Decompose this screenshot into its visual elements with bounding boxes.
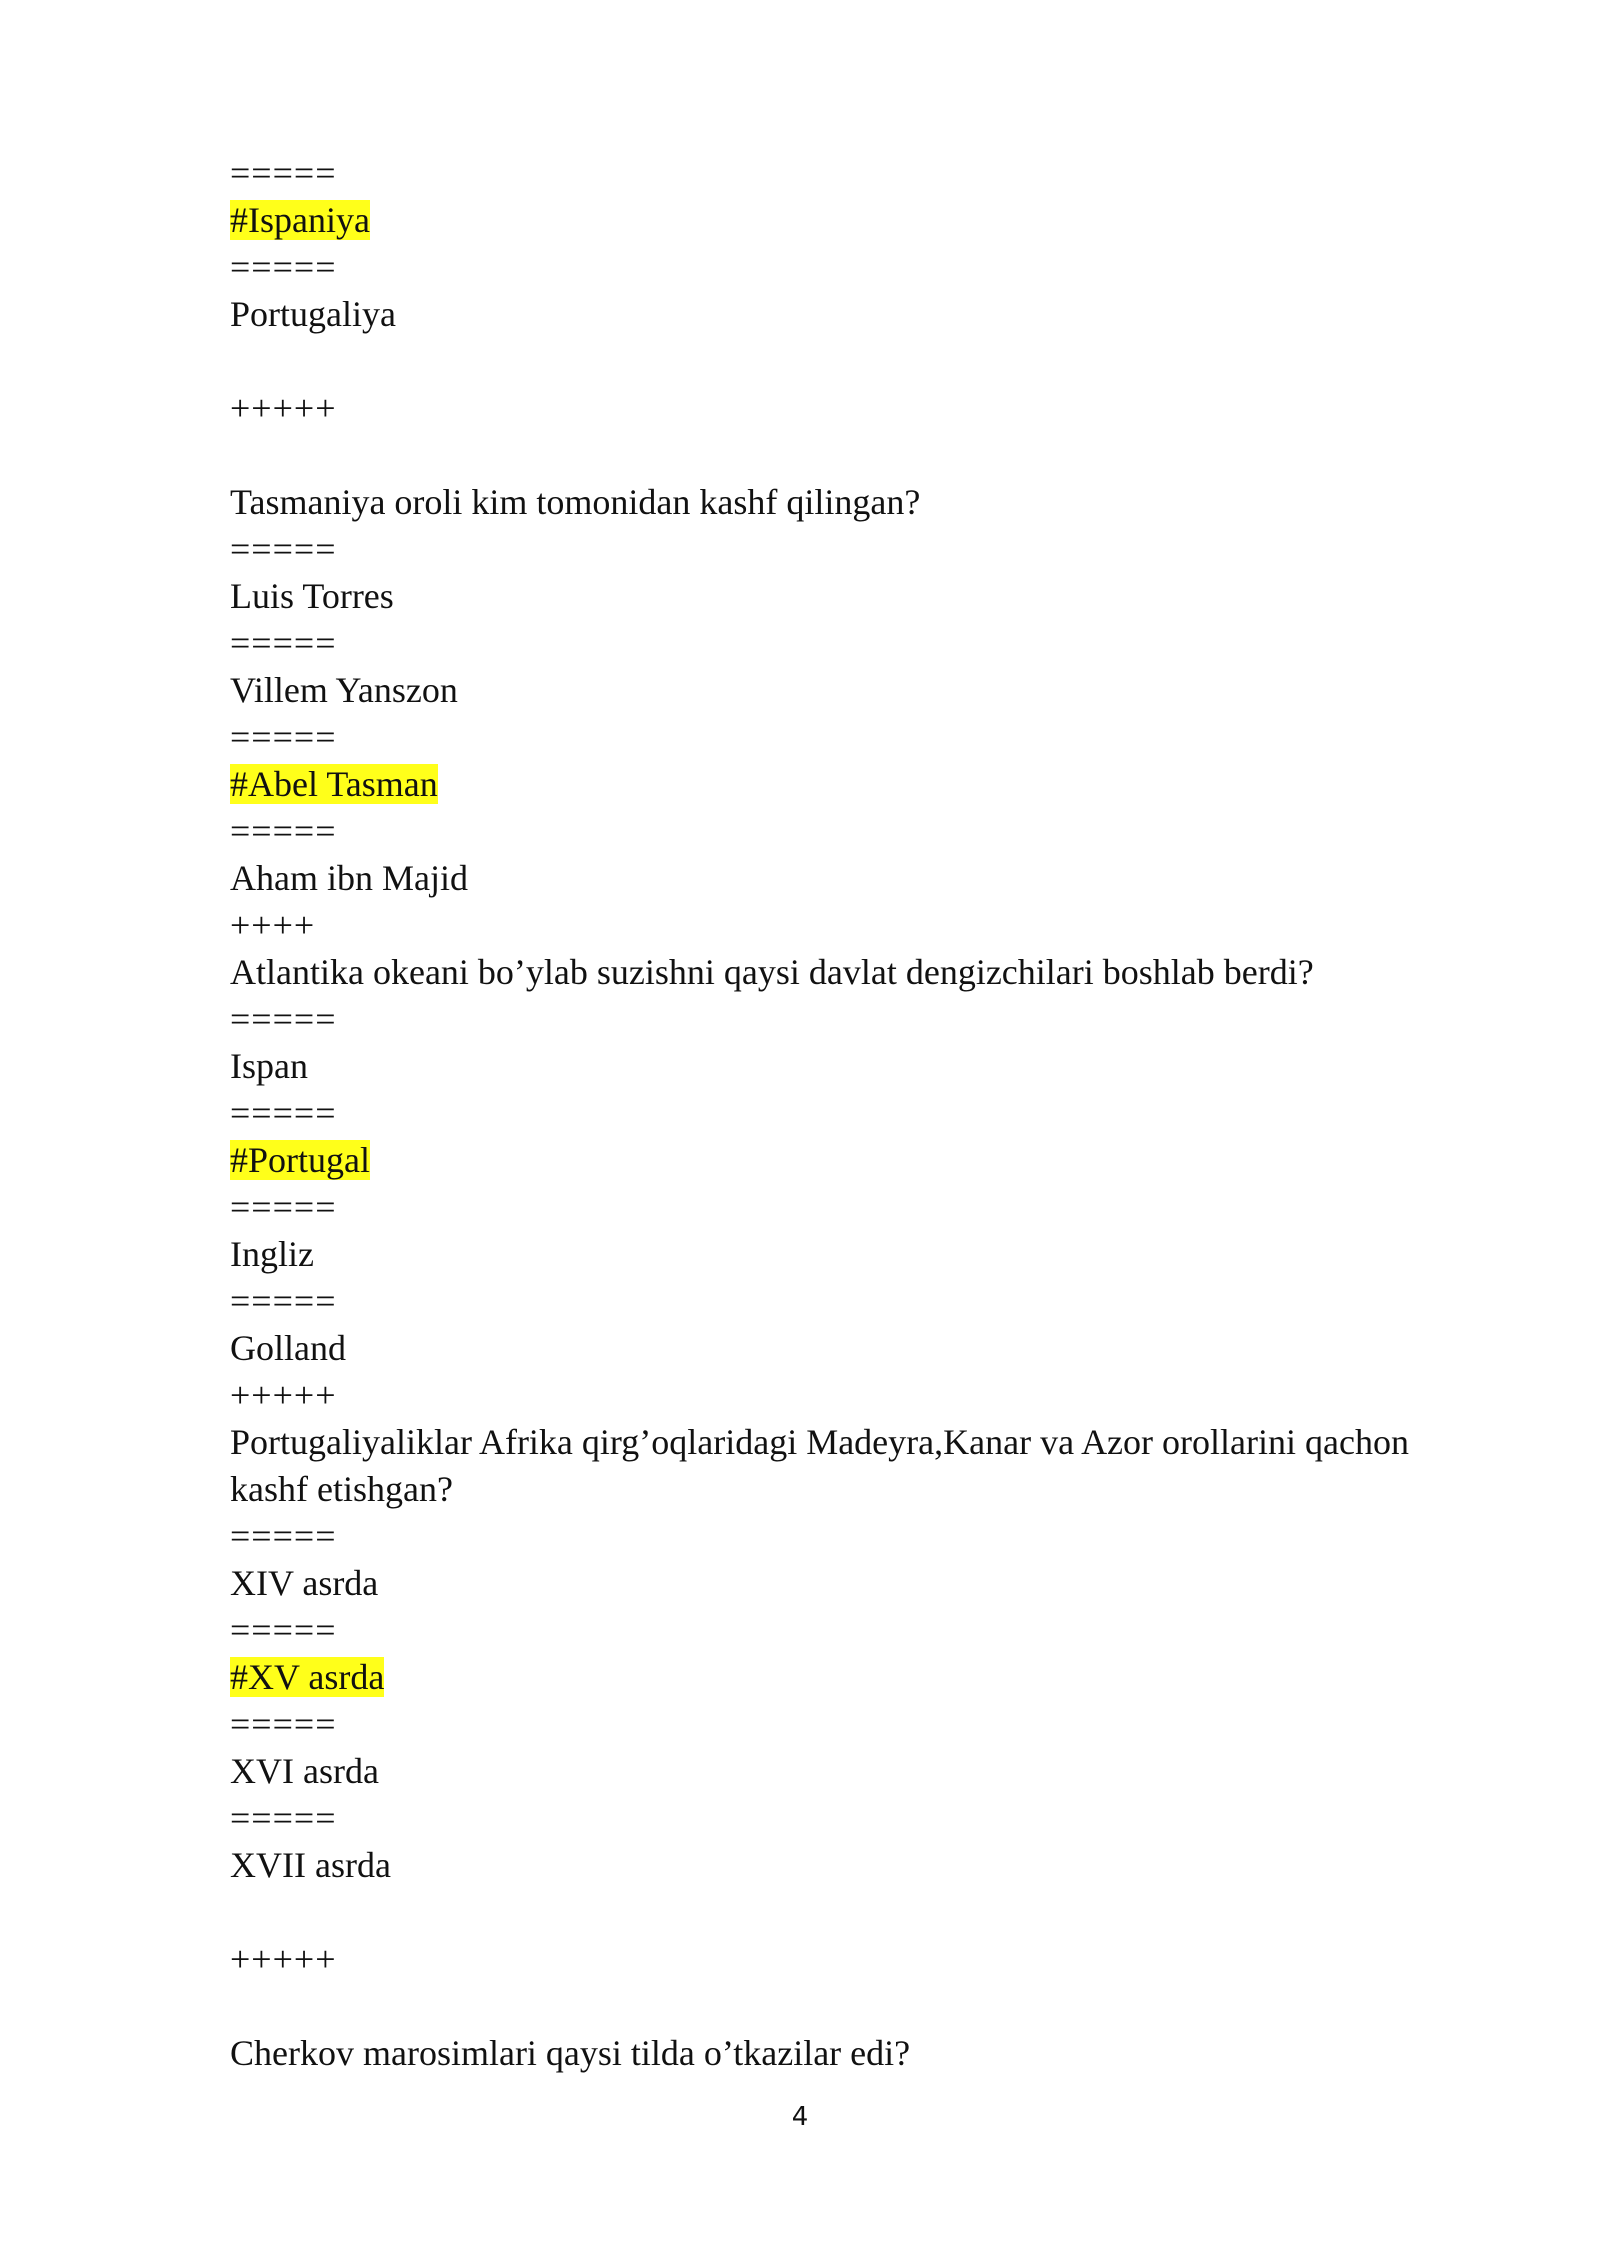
question-line [230,949,1480,996]
answer-separator [230,244,1480,291]
question-separator [230,1936,1480,1983]
answer-option-line [230,1325,1480,1372]
highlighted-answer-text: #Portugal [230,1140,370,1180]
line-text: XVII asrda [230,1845,391,1885]
line-text: Portugaliya [230,294,396,334]
line-text: Cherkov marosimlari qaysi tilda o’tkazilar edi? [230,2033,911,2073]
document-body [230,150,1480,2077]
line-text: ===== [230,1093,337,1133]
line-text: Ispan [230,1046,308,1086]
correct-answer-line [230,197,1480,244]
answer-separator [230,1184,1480,1231]
line-text: ===== [230,529,337,569]
line-text: ===== [230,623,337,663]
answer-separator [230,808,1480,855]
answer-option-line [230,573,1480,620]
line-text: Aham ibn Majid [230,858,468,898]
line-text: Atlantika okeani bo’ylab suzishni qaysi davlat dengizchilari boshlab berdi? [230,952,1314,992]
blank-line [230,338,1480,385]
answer-separator [230,620,1480,667]
answer-separator [230,526,1480,573]
answer-separator [230,996,1480,1043]
answer-separator [230,1278,1480,1325]
answer-separator [230,1701,1480,1748]
blank-line [230,1889,1480,1936]
line-text: Portugaliyaliklar Afrika qirg’oqlaridagi Madeyra,Kanar va Azor orollarini qachon kashf etishgan? [230,1422,1418,1509]
answer-option-line [230,1560,1480,1607]
answer-separator [230,150,1480,197]
line-text: +++++ [230,1939,337,1979]
line-text: ===== [230,1516,337,1556]
question-line [230,479,1480,526]
line-text: +++++ [230,388,337,428]
line-text: ===== [230,999,337,1039]
answer-option-line [230,1748,1480,1795]
answer-option-line [230,1842,1480,1889]
blank-line [230,1983,1480,2030]
answer-option-line [230,1043,1480,1090]
line-text: Tasmaniya oroli kim tomonidan kashf qilingan? [230,482,921,522]
line-text: ===== [230,1798,337,1838]
line-text: ===== [230,1187,337,1227]
line-text: ++++ [230,905,316,945]
line-text: XVI asrda [230,1751,379,1791]
answer-separator [230,1513,1480,1560]
answer-separator [230,1090,1480,1137]
answer-separator [230,1795,1480,1842]
line-text: +++++ [230,1375,337,1415]
line-text: Golland [230,1328,346,1368]
line-text: ===== [230,247,337,287]
line-text: Ingliz [230,1234,314,1274]
page-number: 4 [791,2102,809,2132]
blank-line [230,432,1480,479]
line-text: Villem Yanszon [230,670,458,710]
question-line [230,1419,1480,1513]
line-text: ===== [230,811,337,851]
highlighted-answer-text: #Ispaniya [230,200,370,240]
correct-answer-line [230,1654,1480,1701]
line-text: ===== [230,1610,337,1650]
correct-answer-line [230,761,1480,808]
line-text: ===== [230,717,337,757]
answer-separator [230,1607,1480,1654]
answer-option-line [230,667,1480,714]
line-text: ===== [230,153,337,193]
highlighted-answer-text: #XV asrda [230,1657,385,1697]
highlighted-answer-text: #Abel Tasman [230,764,438,804]
answer-separator [230,714,1480,761]
question-separator [230,902,1480,949]
question-separator [230,1372,1480,1419]
line-text: Luis Torres [230,576,394,616]
answer-option-line [230,855,1480,902]
answer-option-line [230,1231,1480,1278]
question-separator [230,385,1480,432]
answer-option-line [230,291,1480,338]
question-line [230,2030,1480,2077]
line-text: XIV asrda [230,1563,379,1603]
line-text: ===== [230,1704,337,1744]
correct-answer-line [230,1137,1480,1184]
line-text: ===== [230,1281,337,1321]
